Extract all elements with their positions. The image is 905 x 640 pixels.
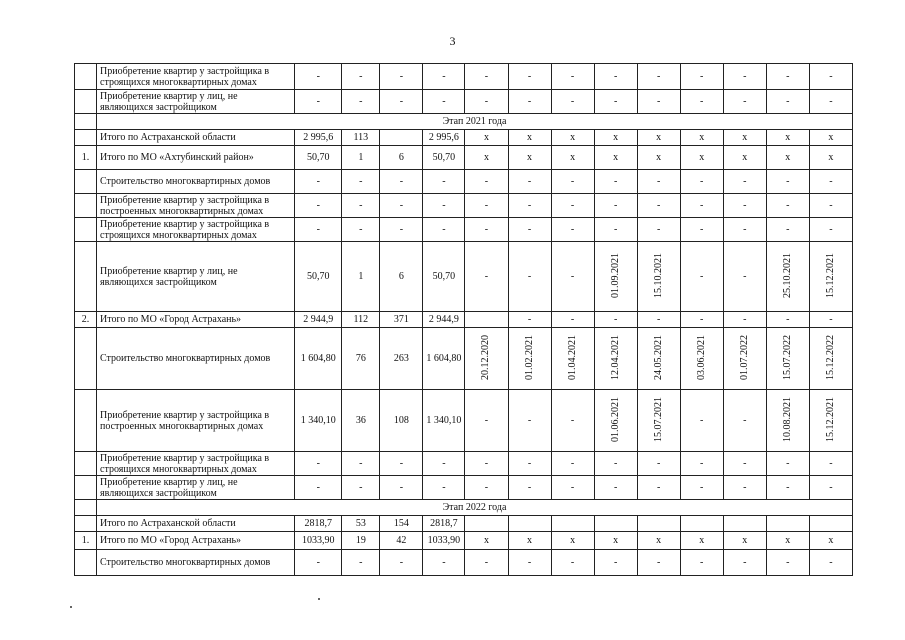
date-cell: x: [465, 532, 508, 550]
date-cell: x: [723, 146, 766, 170]
stage-number-cell: [75, 500, 97, 516]
table-row: [75, 218, 853, 242]
date-cell: -: [723, 550, 766, 576]
date-cell: -: [465, 64, 508, 90]
date-cell: -: [766, 550, 809, 576]
rotated-date: 15.12.2021: [824, 252, 836, 298]
amount-cell: -: [295, 64, 342, 90]
date-cell: x: [594, 130, 637, 146]
amount-cell: -: [380, 550, 423, 576]
date-cell: -: [723, 170, 766, 194]
indicator-label: Итого по Астраханской области: [97, 516, 295, 532]
row-number-cell: 1.: [75, 146, 97, 170]
amount-cell: -: [380, 170, 423, 194]
stage-header: Этап 2021 года: [97, 114, 853, 130]
amount-cell: 50,70: [423, 242, 465, 312]
date-cell: -: [637, 550, 680, 576]
rotated-date: 20.12.2020: [480, 334, 492, 380]
indicator-label: Строительство многоквартирных домов: [97, 550, 295, 576]
row-number-cell: [75, 242, 97, 312]
date-cell: x: [809, 146, 852, 170]
date-cell: -: [637, 452, 680, 476]
amount-cell: -: [295, 550, 342, 576]
rotated-date: 10.08.2021: [781, 396, 793, 442]
amount-cell: 263: [380, 328, 423, 390]
date-cell: [766, 516, 809, 532]
date-cell: -: [809, 194, 852, 218]
date-cell: -: [809, 64, 852, 90]
date-cell: -: [508, 90, 551, 114]
rotated-date: 01.09.2021: [609, 252, 621, 298]
indicator-label: Приобретение квартир у застройщика в строящихся многоквартирных домах: [97, 452, 295, 476]
amount-cell: 1 340,10: [295, 390, 342, 452]
table-body: [75, 64, 853, 576]
date-cell: -: [680, 452, 723, 476]
date-cell: -: [551, 550, 594, 576]
date-cell: x: [766, 146, 809, 170]
table-row: [75, 194, 853, 218]
date-cell: -: [465, 170, 508, 194]
amount-cell: -: [423, 90, 465, 114]
date-cell: -: [551, 476, 594, 500]
date-cell: x: [551, 146, 594, 170]
date-cell: [465, 328, 508, 390]
date-cell: -: [465, 90, 508, 114]
row-number-cell: [75, 328, 97, 390]
indicator-label: Строительство многоквартирных домов: [97, 328, 295, 390]
rotated-date: 01.04.2021: [566, 334, 578, 380]
rotated-date: 25.10.2021: [781, 252, 793, 298]
indicator-label: Приобретение квартир у лиц, не являющихся застройщиком: [97, 476, 295, 500]
amount-cell: 371: [380, 312, 423, 328]
date-cell: -: [723, 194, 766, 218]
amount-cell: 36: [342, 390, 380, 452]
row-number-cell: [75, 130, 97, 146]
date-cell: x: [551, 130, 594, 146]
table-row: [75, 64, 853, 90]
table-row: [75, 550, 853, 576]
amount-cell: 1: [342, 242, 380, 312]
date-cell: -: [551, 170, 594, 194]
date-cell: -: [465, 242, 508, 312]
amount-cell: -: [380, 218, 423, 242]
amount-cell: 50,70: [295, 146, 342, 170]
date-cell: x: [551, 532, 594, 550]
date-cell: -: [809, 550, 852, 576]
date-cell: -: [637, 476, 680, 500]
date-cell: x: [508, 146, 551, 170]
amount-cell: -: [295, 452, 342, 476]
row-number-cell: 2.: [75, 312, 97, 328]
date-cell: x: [680, 146, 723, 170]
amount-cell: -: [423, 218, 465, 242]
date-cell: -: [594, 170, 637, 194]
amount-cell: 50,70: [423, 146, 465, 170]
date-cell: -: [723, 390, 766, 452]
date-cell: [465, 516, 508, 532]
rotated-date: 12.04.2021: [609, 334, 621, 380]
amount-cell: 1033,90: [423, 532, 465, 550]
date-cell: -: [809, 90, 852, 114]
housing-plan-table: [74, 63, 853, 576]
rotated-date: 15.07.2022: [781, 334, 793, 380]
amount-cell: 50,70: [295, 242, 342, 312]
amount-cell: -: [342, 452, 380, 476]
date-cell: x: [680, 532, 723, 550]
amount-cell: -: [295, 194, 342, 218]
date-cell: [594, 242, 637, 312]
amount-cell: 1 340,10: [423, 390, 465, 452]
amount-cell: 2818,7: [295, 516, 342, 532]
date-cell: -: [594, 476, 637, 500]
date-cell: -: [465, 218, 508, 242]
amount-cell: 53: [342, 516, 380, 532]
date-cell: -: [508, 64, 551, 90]
amount-cell: 1 604,80: [295, 328, 342, 390]
date-cell: -: [637, 218, 680, 242]
date-cell: x: [680, 130, 723, 146]
rotated-date: 01.07.2022: [738, 334, 750, 380]
row-number-cell: [75, 476, 97, 500]
date-cell: x: [637, 130, 680, 146]
date-cell: [508, 516, 551, 532]
date-cell: -: [508, 312, 551, 328]
table-row: [75, 452, 853, 476]
date-cell: -: [594, 194, 637, 218]
date-cell: x: [766, 130, 809, 146]
date-cell: -: [723, 242, 766, 312]
date-cell: [594, 390, 637, 452]
amount-cell: 42: [380, 532, 423, 550]
date-cell: -: [551, 194, 594, 218]
date-cell: [637, 516, 680, 532]
amount-cell: 6: [380, 242, 423, 312]
indicator-label: Итого по МО «Город Астрахань»: [97, 532, 295, 550]
row-number-cell: [75, 170, 97, 194]
scan-speck: [70, 606, 72, 608]
date-cell: -: [766, 452, 809, 476]
date-cell: -: [594, 90, 637, 114]
amount-cell: -: [423, 64, 465, 90]
amount-cell: -: [380, 476, 423, 500]
date-cell: -: [723, 476, 766, 500]
date-cell: [766, 242, 809, 312]
row-number-cell: 1.: [75, 532, 97, 550]
date-cell: -: [551, 242, 594, 312]
amount-cell: -: [423, 452, 465, 476]
date-cell: [809, 242, 852, 312]
date-cell: -: [508, 452, 551, 476]
date-cell: -: [551, 312, 594, 328]
date-cell: -: [637, 194, 680, 218]
amount-cell: 2 944,9: [295, 312, 342, 328]
date-cell: x: [766, 532, 809, 550]
date-cell: -: [680, 242, 723, 312]
date-cell: -: [594, 312, 637, 328]
date-cell: -: [723, 90, 766, 114]
date-cell: x: [594, 532, 637, 550]
date-cell: x: [637, 146, 680, 170]
stage-row: [75, 114, 853, 130]
date-cell: -: [465, 550, 508, 576]
page-number: 3: [449, 34, 456, 48]
date-cell: -: [465, 476, 508, 500]
amount-cell: 2 995,6: [423, 130, 465, 146]
stage-number-cell: [75, 114, 97, 130]
date-cell: -: [508, 170, 551, 194]
indicator-label: Приобретение квартир у застройщика в построенных многоквартирных домах: [97, 390, 295, 452]
row-number-cell: [75, 218, 97, 242]
date-cell: -: [594, 550, 637, 576]
indicator-label: Приобретение квартир у лиц, не являющихся застройщиком: [97, 242, 295, 312]
date-cell: -: [508, 194, 551, 218]
amount-cell: -: [342, 90, 380, 114]
table-row: [75, 90, 853, 114]
rotated-date: 15.07.2021: [652, 396, 664, 442]
date-cell: -: [508, 550, 551, 576]
date-cell: -: [723, 312, 766, 328]
amount-cell: -: [380, 452, 423, 476]
row-number-cell: [75, 64, 97, 90]
date-cell: [637, 328, 680, 390]
date-cell: -: [766, 64, 809, 90]
row-number-cell: [75, 194, 97, 218]
date-cell: x: [508, 532, 551, 550]
table-row: [75, 146, 853, 170]
indicator-label: Приобретение квартир у застройщика в построенных многоквартирных домах: [97, 194, 295, 218]
date-cell: -: [766, 194, 809, 218]
table-row: [75, 328, 853, 390]
amount-cell: -: [342, 170, 380, 194]
table-row: [75, 242, 853, 312]
row-number-cell: [75, 550, 97, 576]
amount-cell: -: [423, 194, 465, 218]
indicator-label: Приобретение квартир у застройщика в строящихся многоквартирных домах: [97, 218, 295, 242]
date-cell: -: [637, 312, 680, 328]
amount-cell: 19: [342, 532, 380, 550]
date-cell: x: [809, 130, 852, 146]
date-cell: [723, 328, 766, 390]
date-cell: [723, 516, 766, 532]
amount-cell: 154: [380, 516, 423, 532]
date-cell: -: [508, 390, 551, 452]
amount-cell: 108: [380, 390, 423, 452]
amount-cell: -: [295, 476, 342, 500]
amount-cell: 113: [342, 130, 380, 146]
date-cell: [766, 328, 809, 390]
table-row: [75, 130, 853, 146]
date-cell: -: [680, 390, 723, 452]
amount-cell: -: [295, 170, 342, 194]
amount-cell: 2 995,6: [295, 130, 342, 146]
amount-cell: -: [423, 170, 465, 194]
amount-cell: -: [295, 218, 342, 242]
amount-cell: -: [342, 194, 380, 218]
amount-cell: 1 604,80: [423, 328, 465, 390]
indicator-label: Итого по МО «Город Астрахань»: [97, 312, 295, 328]
amount-cell: -: [423, 550, 465, 576]
rotated-date: 03.06.2021: [695, 334, 707, 380]
rotated-date: 01.02.2021: [523, 334, 535, 380]
date-cell: [594, 328, 637, 390]
date-cell: -: [680, 218, 723, 242]
amount-cell: -: [380, 90, 423, 114]
date-cell: x: [723, 532, 766, 550]
row-number-cell: [75, 390, 97, 452]
amount-cell: 6: [380, 146, 423, 170]
date-cell: -: [809, 218, 852, 242]
amount-cell: -: [295, 90, 342, 114]
stage-row: [75, 500, 853, 516]
amount-cell: -: [342, 550, 380, 576]
date-cell: [637, 242, 680, 312]
date-cell: -: [680, 312, 723, 328]
indicator-label: Приобретение квартир у лиц, не являющихся застройщиком: [97, 90, 295, 114]
date-cell: -: [594, 452, 637, 476]
table-row: [75, 390, 853, 452]
amount-cell: 1: [342, 146, 380, 170]
amount-cell: 76: [342, 328, 380, 390]
scan-speck: [318, 598, 320, 600]
date-cell: -: [680, 476, 723, 500]
date-cell: -: [809, 170, 852, 194]
date-cell: -: [594, 64, 637, 90]
amount-cell: -: [423, 476, 465, 500]
date-cell: -: [637, 170, 680, 194]
date-cell: [551, 328, 594, 390]
date-cell: -: [766, 90, 809, 114]
stage-header: Этап 2022 года: [97, 500, 853, 516]
date-cell: x: [465, 130, 508, 146]
date-cell: -: [766, 476, 809, 500]
date-cell: -: [680, 550, 723, 576]
rotated-date: 15.12.2022: [824, 334, 836, 380]
date-cell: -: [465, 194, 508, 218]
amount-cell: -: [380, 64, 423, 90]
date-cell: -: [551, 64, 594, 90]
date-cell: x: [508, 130, 551, 146]
date-cell: [809, 390, 852, 452]
amount-cell: 2 944,9: [423, 312, 465, 328]
date-cell: -: [637, 90, 680, 114]
date-cell: x: [723, 130, 766, 146]
date-cell: -: [508, 218, 551, 242]
date-cell: -: [766, 170, 809, 194]
date-cell: x: [809, 532, 852, 550]
rotated-date: 15.12.2021: [824, 396, 836, 442]
date-cell: [680, 328, 723, 390]
row-number-cell: [75, 452, 97, 476]
date-cell: -: [551, 452, 594, 476]
row-number-cell: [75, 516, 97, 532]
amount-cell: -: [380, 194, 423, 218]
date-cell: -: [551, 218, 594, 242]
date-cell: [809, 516, 852, 532]
amount-cell: -: [342, 218, 380, 242]
date-cell: -: [766, 218, 809, 242]
row-number-cell: [75, 90, 97, 114]
rotated-date: 15.10.2021: [652, 252, 664, 298]
indicator-label: Строительство многоквартирных домов: [97, 170, 295, 194]
date-cell: [551, 516, 594, 532]
date-cell: -: [809, 476, 852, 500]
date-cell: -: [680, 170, 723, 194]
date-cell: -: [551, 390, 594, 452]
amount-cell: [380, 130, 423, 146]
date-cell: -: [508, 242, 551, 312]
table-row: [75, 516, 853, 532]
date-cell: -: [680, 194, 723, 218]
date-cell: -: [723, 452, 766, 476]
date-cell: [766, 390, 809, 452]
date-cell: -: [465, 452, 508, 476]
amount-cell: 112: [342, 312, 380, 328]
date-cell: [508, 328, 551, 390]
rotated-date: 24.05.2021: [652, 334, 664, 380]
date-cell: -: [680, 64, 723, 90]
date-cell: -: [809, 452, 852, 476]
table-row: [75, 532, 853, 550]
indicator-label: Итого по Астраханской области: [97, 130, 295, 146]
date-cell: [637, 390, 680, 452]
date-cell: x: [594, 146, 637, 170]
date-cell: [465, 312, 508, 328]
amount-cell: -: [342, 476, 380, 500]
date-cell: x: [465, 146, 508, 170]
table-row: [75, 312, 853, 328]
date-cell: -: [723, 64, 766, 90]
date-cell: -: [766, 312, 809, 328]
date-cell: -: [508, 476, 551, 500]
indicator-label: Итого по МО «Ахтубинский район»: [97, 146, 295, 170]
date-cell: -: [723, 218, 766, 242]
indicator-label: Приобретение квартир у застройщика в строящихся многоквартирных домах: [97, 64, 295, 90]
date-cell: [680, 516, 723, 532]
amount-cell: 1033,90: [295, 532, 342, 550]
date-cell: x: [637, 532, 680, 550]
date-cell: -: [551, 90, 594, 114]
date-cell: -: [637, 64, 680, 90]
date-cell: [594, 516, 637, 532]
table-row: [75, 476, 853, 500]
date-cell: -: [809, 312, 852, 328]
date-cell: -: [594, 218, 637, 242]
amount-cell: -: [342, 64, 380, 90]
date-cell: -: [465, 390, 508, 452]
date-cell: -: [680, 90, 723, 114]
date-cell: [809, 328, 852, 390]
rotated-date: 01.06.2021: [609, 396, 621, 442]
table-row: [75, 170, 853, 194]
amount-cell: 2818,7: [423, 516, 465, 532]
